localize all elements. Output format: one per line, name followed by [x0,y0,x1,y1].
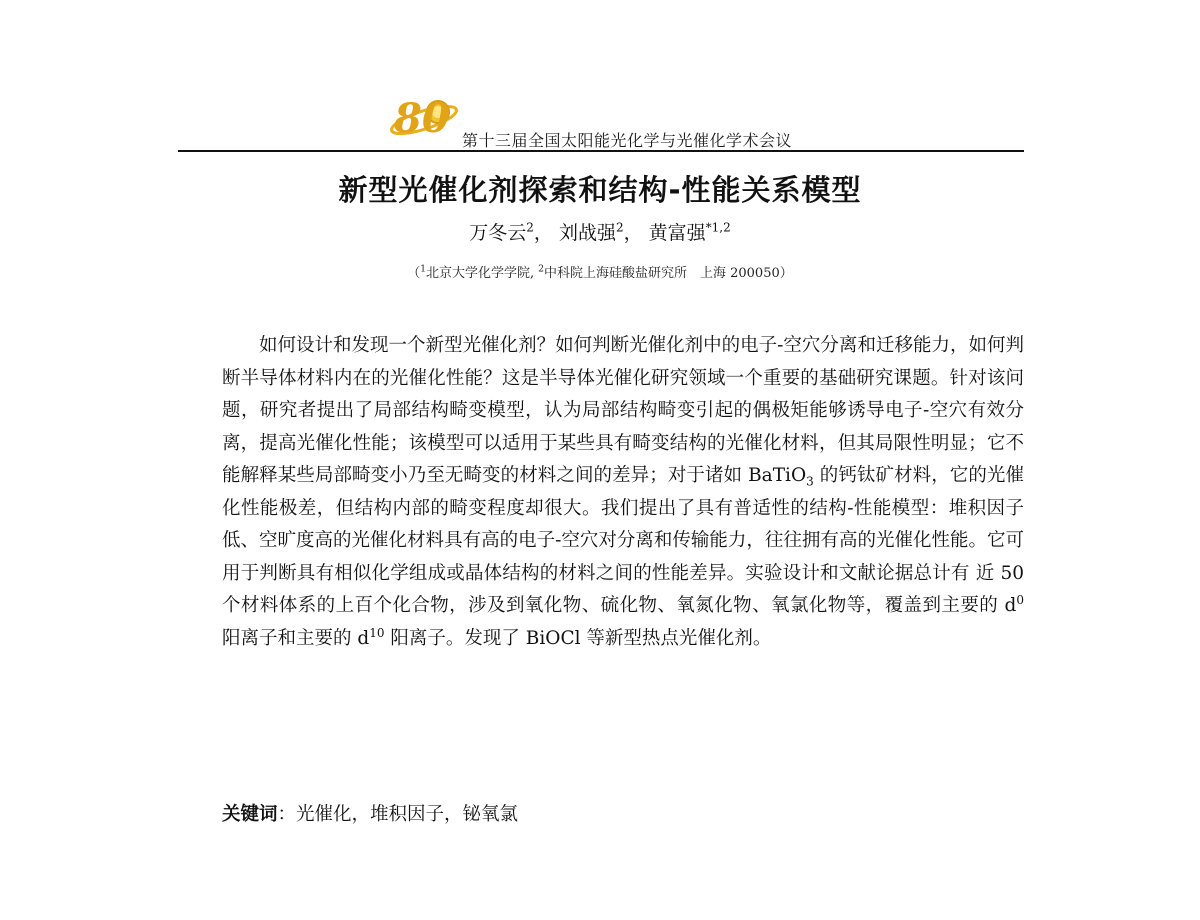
abstract-paragraph: 如何设计和发现一个新型光催化剂？如何判断光催化剂中的电子-空穴分离和迁移能力，如何判断半导体材料内在的光催化性能？这是半导体光催化研究领域一个重要的基础研究课题。针对该问题，研究者提出了局部结构畸变模型，认为局部结构畸变引起的偶极矩能够诱导电子-空穴有效分离，提高光催化性能；该模型可以适用于某些具有畸变结构的光催化材料，但其局限性明显；它不能解释某些局部畸变小乃至无畸变的材料之间的差异；对于诸如 BaTiO$_3$ 的钙钛矿材料，它的光催化性能极差，但结构内部的畸变程度却很大。我们提出了具有普适性的结构-性能模型：堆积因子低、空旷度高的光催化材料具有高的电子-空穴对分离和传输能力，往往拥有高的光催化性能。它可用于判断具有相似化学组成或晶体结构的材料之间的性能差异。实验设计和文献论据总计有 近 50 个材料体系的上百个化合物，涉及到氧化物、硫化物、氧氮化物、氧氯化物等，覆盖到主要的 $d^0$ 阳离子和主要的 $d^{10}$ 阳离子。发现了 BiOCl 等新型热点光催化剂。 [222,335,1024,649]
paper-title: 新型光催化剂探索和结构-性能关系模型 [338,173,862,207]
affil-mark: 2 [538,264,544,275]
author-name: 万冬云 [469,222,527,244]
keywords-label: 关键词 [222,804,278,825]
author-affil-mark: 2 [526,220,534,235]
affil-mark: 1 [420,264,426,275]
keywords: 关键词：光催化，堆积因子，铋氧氯 [222,804,519,825]
author-separator: ， [533,222,553,244]
keywords-values: 光催化，堆积因子，铋氧氯 [296,804,519,825]
affiliation-2: 中科院上海硅酸盐研究所 上海 200050 [543,266,780,281]
author-name: 黄富强 [648,222,706,244]
conference-logo [384,86,464,142]
logo-text: 80 [394,95,450,142]
author-name: 刘战强 [558,222,616,244]
author-affil-mark: 2 [615,220,624,235]
affiliation-1: 北京大学化学学院, [425,266,535,281]
conference-name: 第十三届全国太阳能光化学与光催化学术会议 [462,131,793,150]
author-list [0,218,1200,245]
abstract [222,330,1024,655]
author-affil-mark: *1,2 [705,220,731,235]
affiliations: （$^1$北京大学化学学院, $^2$中科院上海硅酸盐研究所 上海 200050） [407,264,793,281]
header-rule [178,150,1024,152]
author-separator: ， [623,222,643,244]
